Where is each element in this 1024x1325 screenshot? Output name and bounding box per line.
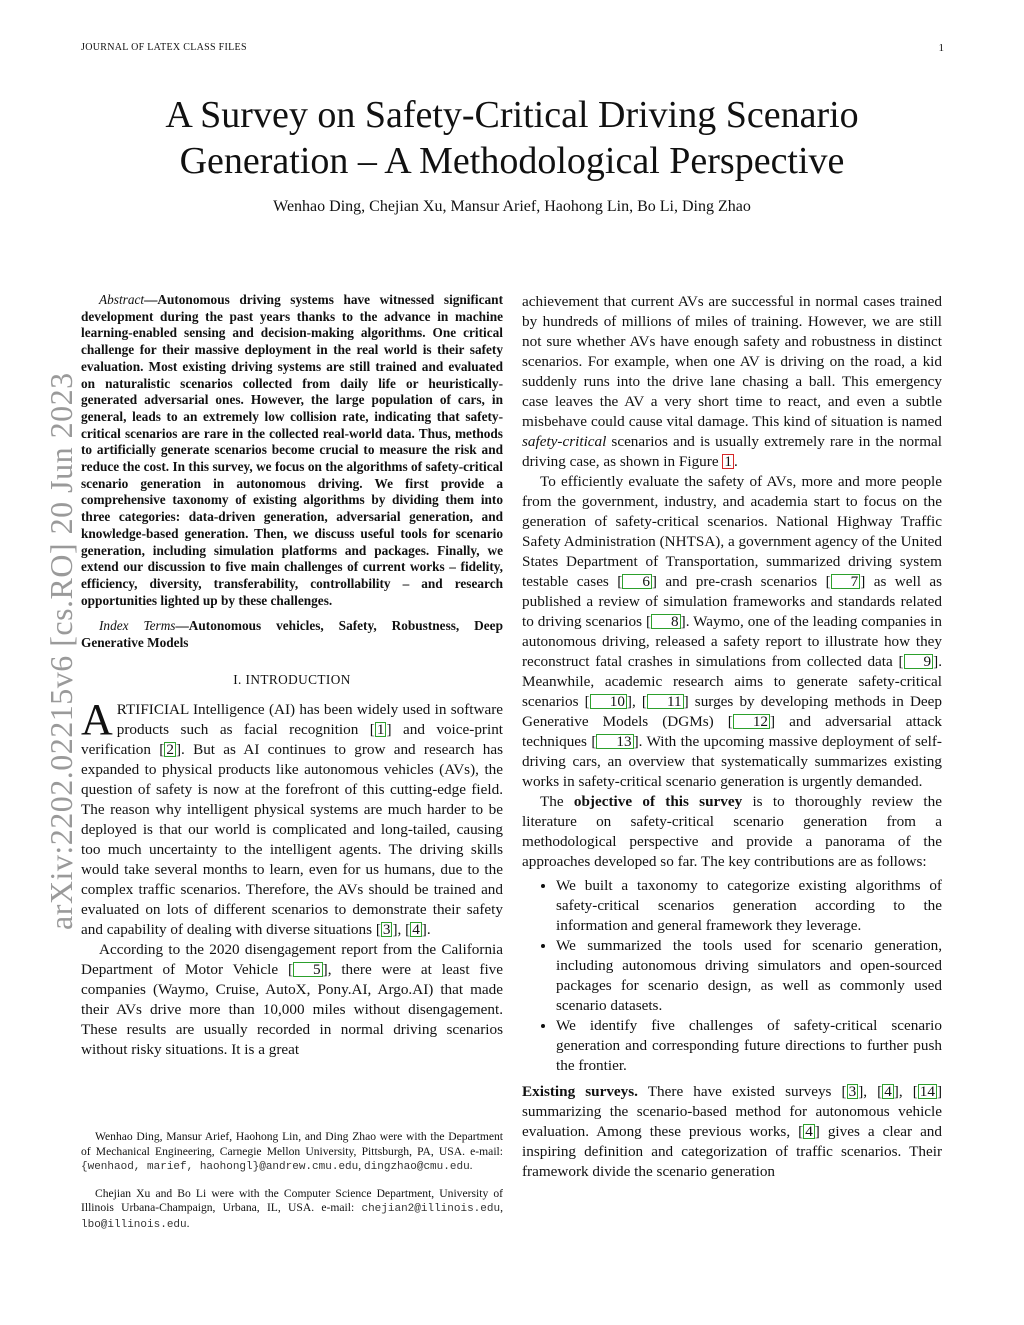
contributions-list bbox=[522, 876, 942, 1076]
abstract-label: Abstract bbox=[99, 292, 145, 307]
text-span: . bbox=[426, 920, 431, 938]
email-link[interactable]: dingzhao@cmu.edu bbox=[364, 1161, 470, 1173]
text-span: . With the upcoming massive deployment of self-driving cars, an overview that systematically summarizes existing works in safety-critical scenario generation is urgently demanded. bbox=[522, 733, 942, 790]
section-title: INTRODUCTION bbox=[245, 671, 351, 687]
abstract bbox=[81, 292, 503, 609]
title-line-1: A Survey on Safety-Critical Driving Scenario bbox=[165, 94, 859, 136]
text-span: . bbox=[469, 1159, 473, 1172]
email-link[interactable]: {wenhaod, marief, haohongl}@andrew.cmu.edu bbox=[81, 1161, 359, 1173]
citation-link[interactable]: 1 bbox=[376, 720, 385, 738]
intro-paragraph-1: ARTIFICIAL Intelligence (AI) has been widely used in software products such as facial recognition [ 1 ] and voice-print verification [ 2 ]. But as AI continues to grow and research has expanded to physical products like autonomous vehicles (AVs), the question of safety is now at the forefront of this cutting-edge field. The reason why intelligent physical systems are much harder to be deployed is that our world is complicated and long-tailed, causing too much uncertainty to the intelligent agents. The driving skills would take several months to learn, even for us humans, due to the complex traffic scenarios. Therefore, the AVs should be trained and evaluated on lots of different scenarios to demonstrate their safety and capability of dealing with diverse situations [ 3 ], [ 4 ]. bbox=[81, 694, 504, 938]
abstract-text: —Autonomous driving systems have witnessed significant development during the past years thanks to the advance in machine learning-enabled sensing and decision-making algorithms. One critical challenge for their massive deployment in the real world is their safety evaluation. Most existing driving systems are still trained and evaluated on naturalistic scenarios collected from daily life or heuristically-generated adversarial ones. However, the large population of cars, in general, leads to an extremely low collision rate, indicating that safety-critical scenarios are rare in the collected real-world data. Thus, methods to artificially generate scenarios become crucial to measure the risk and reduce the cost. In this survey, we focus on the algorithms of safety-critical scenario generation in autonomous driving. We first provide a comprehensive taxonomy of existing algorithms by dividing them into three categories: data-driven generation, adversarial generation, and knowledge-based generation. Then, we discuss useful tools for scenario generation, including simulation platforms and packages. Finally, we extend our discussion to five main challenges of current works – fidelity, efficiency, diversity, transferability, controllability – and research opportunities lighted up by these challenges. bbox=[81, 292, 503, 608]
text-span: , bbox=[898, 1083, 913, 1100]
page-number: 1 bbox=[938, 42, 944, 54]
list-item: • We built a taxonomy to categorize existing algorithms of safety-critical scenarios generation according to the information and general framework they leverage. bbox=[556, 876, 942, 936]
right-column bbox=[522, 292, 942, 1182]
email-link[interactable]: lbo@illinois.edu bbox=[81, 1218, 187, 1231]
text-span: , bbox=[631, 693, 642, 710]
figure-link[interactable]: 1 bbox=[724, 453, 732, 470]
text-span: scenarios and is usually extremely rare in the normal driving case, as shown in Figure bbox=[522, 433, 942, 470]
text-span: Chejian Xu and Bo Li were with the Computer Science Department, University of Illinois Urbana-Champaign, Urbana, IL, USA. e-mail: bbox=[81, 1186, 503, 1214]
intro-paragraph-2: According to the 2020 disengagement report from the California Department of Motor Vehicle [ 5 ], there were at least five companies (Waymo, Cruise, AutoX, Pony.AI, Argo.AI) that made their AVs drive more than 10,000 miles without disengagement. These results are usually recorded in normal driving scenarios without risky situations. It is a great bbox=[81, 940, 503, 1058]
citation-link[interactable]: 4 bbox=[884, 1083, 892, 1100]
text-span: RTIFICIAL Intelligence (AI) has been widely used in software products such as facial recognition bbox=[116, 700, 503, 738]
email-link[interactable]: chejian2@illinois.edu bbox=[361, 1203, 501, 1215]
text-span: gives a clear and inspiring definition and categorization of traffic scenarios. Their framework divide the scenario generation bbox=[522, 1123, 942, 1180]
bold-text: objective of this survey bbox=[573, 793, 743, 810]
paper-title bbox=[0, 92, 1024, 184]
text-span: According to the 2020 disengagement report from the California Department of Motor Vehicle bbox=[81, 940, 503, 978]
citation-link[interactable]: 3 bbox=[848, 1083, 857, 1100]
citation-link[interactable]: 4 bbox=[412, 920, 420, 938]
citation-link[interactable]: 9 bbox=[904, 654, 934, 669]
body-paragraph-3 bbox=[522, 792, 942, 872]
body-paragraph-4: Existing surveys. There have existed surveys [ 3 ], [ 4 ], [ 14 ] summarizing the scenario-based method for autonomous vehicle evaluation. Among these previous works, [ 4 ] gives a clear and inspiring definition and categorization of traffic scenarios. Their framework divide the scenario generation bbox=[522, 1083, 943, 1180]
text-span: as well as published a review of simulation frameworks and standards related to driving scenarios bbox=[522, 573, 942, 630]
citation-link[interactable]: 14 bbox=[919, 1083, 935, 1100]
citation-link[interactable]: 6 bbox=[622, 574, 652, 589]
text-span: To efficiently evaluate the safety of AVs, more and more people from the government, industry, and academia start to focus on the generation of safety-critical scenarios. National Highway Traffic Safety Administration (NHTSA), a government agency of the United States Department of Transportation, summarized driving system testable cases bbox=[522, 473, 942, 590]
citation-link[interactable]: 11 bbox=[647, 694, 684, 709]
running-header: JOURNAL OF LATEX CLASS FILES bbox=[81, 42, 247, 53]
index-terms bbox=[81, 618, 503, 651]
author-list: Wenhao Ding, Chejian Xu, Mansur Arief, Haohong Lin, Bo Li, Ding Zhao bbox=[273, 198, 751, 215]
text-span: , bbox=[863, 1083, 878, 1100]
citation-link[interactable]: 4 bbox=[805, 1123, 813, 1140]
text-span: achievement that current AVs are successful in normal cases trained by hundreds of millions of miles of training. However, we are still not sure whether AVs have enough safety and robustness in distinct scenarios. For example, when one AV is driving on the road, a kid suddenly runs into the drive lane chasing a ball. This emergency case leaves the AV a very short time to react, and even a subtle misbehave could cause vital damage. This kind of situation is named bbox=[522, 293, 942, 430]
text-span: . Meanwhile, academic research aims to generate safety-critical scenarios bbox=[522, 653, 942, 710]
footnotes bbox=[81, 1130, 503, 1244]
citation-link[interactable]: 2 bbox=[166, 740, 174, 758]
citation-link[interactable]: 7 bbox=[831, 574, 861, 589]
list-item: • We summarized the tools used for scenario generation, including autonomous driving simulators and open-sourced packages for scenario design, as well as commonly used scenario datasets. bbox=[556, 936, 942, 1016]
text-span: and voice-print verification bbox=[81, 720, 504, 758]
citation-link[interactable]: 5 bbox=[293, 962, 323, 977]
footnote-affiliation-cmu bbox=[81, 1130, 503, 1175]
text-span: The bbox=[540, 793, 574, 810]
list-item: • We identify five challenges of safety-critical scenario generation and corresponding future directions to further push the frontier. bbox=[556, 1016, 942, 1076]
text-span: Wenhao Ding, Mansur Arief, Haohong Lin, and Ding Zhao were with the Department of Mechanical Engineering, Carnegie Mellon University, Pittsburgh, PA, USA. e-mail: bbox=[81, 1130, 503, 1158]
index-terms-text: —Autonomous vehicles, Safety, Robustness, Deep Generative Models bbox=[81, 618, 503, 651]
body-paragraph-2: To efficiently evaluate the safety of AVs, more and more people from the government, industry, and academia start to focus on the generation of safety-critical scenarios. National Highway Traffic Safety Administration (NHTSA), a government agency of the United States Department of Transportation, summarized driving system testable cases [ 6 ] and pre-crash scenarios [ 7 ] as well as published a review of simulation frameworks and standards related to driving scenarios [ 8 ]. Waymo, one of the leading companies in autonomous driving, released a safety report to illustrate how they reconstruct fatal crashes in simulations from collected data [ 9 ]. Meanwhile, academic research aims to generate safety-critical scenarios [ 10 ], [ 11 ] surges by developing methods in Deep Generative Models (DGMs) [ 12 ] and adversarial attack techniques [ 13 ]. With the upcoming massive deployment of self-driving cars, an overview that systematically summarizes existing works in safety-critical scenario generation is urgently demanded. bbox=[522, 473, 943, 790]
citation-link[interactable]: 13 bbox=[596, 734, 633, 749]
text-span: is to thoroughly review the literature on safety-critical scenario generation from a methodological perspective and provide a panorama of the approaches developed so far. The key contributions are as follows: bbox=[522, 793, 942, 870]
text-span: . bbox=[733, 453, 738, 470]
text-span: and adversarial attack techniques bbox=[522, 713, 942, 750]
left-column bbox=[81, 292, 503, 1060]
drop-cap: A bbox=[81, 694, 113, 744]
text-span: , bbox=[397, 920, 406, 938]
citation-link[interactable]: 10 bbox=[590, 694, 627, 709]
section-number: I. bbox=[233, 671, 242, 687]
text-span: . bbox=[186, 1216, 190, 1230]
section-heading-introduction bbox=[81, 670, 503, 690]
text-span: , there were at least five companies (Waymo, Cruise, AutoX, Pony.AI, Argo.AI) that made their AVs drive more than 10,000 miles without disengagement. These results are usually recorded in normal driving scenarios without risky situations. It is a great bbox=[81, 960, 503, 1058]
text-span: , bbox=[500, 1201, 503, 1214]
text-span: . Waymo, one of the leading companies in autonomous driving, released a safety report to illustrate how they reconstruct fatal crashes in simulations from collected data bbox=[522, 613, 942, 670]
citation-link[interactable]: 8 bbox=[651, 614, 681, 629]
arxiv-identifier: arXiv:2202.02215v6 [cs.RO] 20 Jun 2023 bbox=[43, 372, 79, 930]
text-span: There have existed surveys bbox=[637, 1083, 842, 1100]
text-span: . But as AI continues to grow and research has expanded to physical products like autonomous vehicles (AVs), the question of safety is now at the forefront of this cutting-edge field. The reason why intelligent physical systems are much harder to be deployed is that our world is complicated and long-tailed, causing too much uncertainty to the intelligent agents. The driving skills would take several months to learn, even for us humans, due to the complex traffic scenarios. Therefore, the AVs should be trained and evaluated on lots of different scenarios to demonstrate their safety and capability of dealing with diverse situations bbox=[81, 740, 504, 938]
citation-link[interactable]: 12 bbox=[733, 714, 770, 729]
text-span: and pre-crash scenarios bbox=[656, 573, 826, 590]
bold-text: Existing surveys. bbox=[522, 1083, 638, 1100]
index-terms-label: Index Terms bbox=[99, 618, 176, 634]
text-span: summarizing the scenario-based method for autonomous vehicle evaluation. Among these previous works, bbox=[522, 1103, 942, 1140]
title-line-2: Generation – A Methodological Perspective bbox=[179, 140, 845, 182]
body-paragraph-1 bbox=[522, 292, 942, 472]
footnote-affiliation-uiuc bbox=[81, 1187, 503, 1233]
citation-link[interactable]: 3 bbox=[382, 920, 391, 938]
emphasis-text: safety-critical bbox=[522, 433, 607, 450]
text-span: , bbox=[358, 1159, 365, 1172]
text-span: surges by developing methods in Deep Generative Models (DGMs) bbox=[522, 693, 943, 730]
